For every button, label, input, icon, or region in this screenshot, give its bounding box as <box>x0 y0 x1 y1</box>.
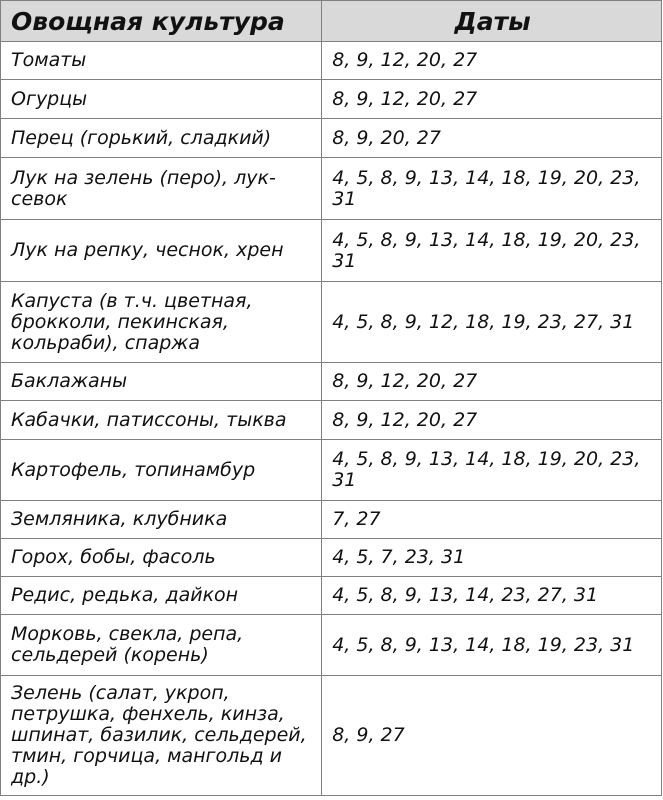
crop-cell: Редис, редька, дайкон <box>1 577 322 615</box>
crop-cell: Баклажаны <box>1 363 322 401</box>
table-row <box>1 615 662 676</box>
crop-cell: Картофель, топинамбур <box>1 440 322 501</box>
table-row <box>1 282 662 363</box>
dates-cell: 4, 5, 7, 23, 31 <box>322 539 662 577</box>
crop-cell: Томаты <box>1 42 322 80</box>
table-row <box>1 119 662 158</box>
crop-cell: Огурцы <box>1 80 322 119</box>
table-row <box>1 80 662 119</box>
crop-cell: Лук на репку, чеснок, хрен <box>1 220 322 282</box>
table-row <box>1 676 662 796</box>
crop-column-header: Овощная культура <box>1 1 322 42</box>
table-row <box>1 440 662 501</box>
dates-cell: 8, 9, 12, 20, 27 <box>322 363 662 401</box>
dates-column-header: Даты <box>322 1 662 42</box>
crop-cell: Кабачки, патиссоны, тыква <box>1 401 322 440</box>
dates-cell: 4, 5, 8, 9, 13, 14, 18, 19, 23, 31 <box>322 615 662 676</box>
table-row <box>1 42 662 80</box>
crop-cell: Перец (горький, сладкий) <box>1 119 322 158</box>
dates-cell: 7, 27 <box>322 501 662 539</box>
dates-cell: 4, 5, 8, 9, 13, 14, 18, 19, 20, 23, 31 <box>322 440 662 501</box>
dates-cell: 8, 9, 27 <box>322 676 662 796</box>
crop-cell: Горох, бобы, фасоль <box>1 539 322 577</box>
table-row <box>1 158 662 220</box>
table-row <box>1 539 662 577</box>
crop-cell: Зелень (салат, укроп, петрушка, фенхель, кинза, шпинат, базилик, сельдерей, тмин, горчица, мангольд и др.) <box>1 676 322 796</box>
crop-cell: Капуста (в т.ч. цветная, брокколи, пекинская, кольраби), спаржа <box>1 282 322 363</box>
crop-cell: Лук на зелень (перо), лук-севок <box>1 158 322 220</box>
dates-cell: 8, 9, 12, 20, 27 <box>322 42 662 80</box>
table-row <box>1 220 662 282</box>
crop-cell: Земляника, клубника <box>1 501 322 539</box>
dates-cell: 4, 5, 8, 9, 13, 14, 23, 27, 31 <box>322 577 662 615</box>
crop-cell: Морковь, свекла, репа, сельдерей (корень) <box>1 615 322 676</box>
table-row <box>1 363 662 401</box>
dates-cell: 8, 9, 12, 20, 27 <box>322 80 662 119</box>
table-row <box>1 577 662 615</box>
dates-cell: 4, 5, 8, 9, 13, 14, 18, 19, 20, 23, 31 <box>322 158 662 220</box>
header-row <box>1 1 662 42</box>
table-row <box>1 401 662 440</box>
table-row <box>1 501 662 539</box>
dates-cell: 4, 5, 8, 9, 12, 18, 19, 23, 27, 31 <box>322 282 662 363</box>
dates-cell: 8, 9, 12, 20, 27 <box>322 401 662 440</box>
dates-cell: 4, 5, 8, 9, 13, 14, 18, 19, 20, 23, 31 <box>322 220 662 282</box>
dates-cell: 8, 9, 20, 27 <box>322 119 662 158</box>
